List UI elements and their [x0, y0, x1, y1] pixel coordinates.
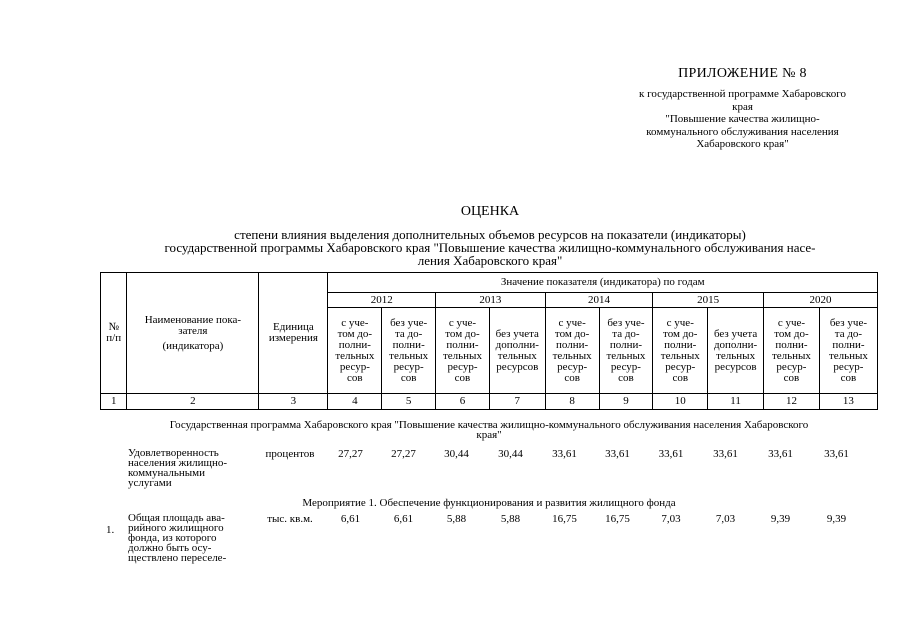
subheader-line: та до-: [834, 327, 863, 340]
subheader-line: с уче-: [777, 316, 806, 329]
indicator-unit: тыс. кв.м.: [267, 513, 313, 525]
subheader-line: тельных: [716, 349, 756, 362]
measure-title: Мероприятие 1. Обеспечение функционирования и развития жилищного фонда: [302, 497, 676, 509]
subheader-line: сов: [347, 371, 363, 384]
subheader-cell: [436, 308, 490, 394]
value-cell: 33,61: [605, 448, 630, 460]
year-header: 2020: [764, 293, 878, 308]
subheader-line: ресур-: [610, 360, 641, 373]
row-number: 1.: [106, 524, 115, 536]
subheader-line: тельных: [335, 349, 375, 362]
column-number: 3: [259, 394, 328, 410]
subheader-line: ресур-: [665, 360, 696, 373]
subheader-line: с уче-: [666, 316, 694, 329]
col-name-header-line: Наименование пока-: [144, 313, 242, 326]
indicator-name-line: ществлено переселе-: [128, 552, 227, 564]
column-number: 2: [127, 394, 259, 410]
indicator-name-line: должно быть осу-: [128, 542, 212, 554]
subheader-line: тельных: [828, 349, 868, 362]
value-cell: 6,61: [340, 513, 361, 525]
subheader-line: полни-: [446, 338, 479, 351]
document-heading: [100, 204, 880, 267]
value-cell: 7,03: [715, 513, 736, 525]
subheader-line: полни-: [775, 338, 808, 351]
subheader-line: тельных: [552, 349, 592, 362]
program-title-line: Государственная программа Хабаровского края "Повышение качества жилищно-коммунального обслуживания населения Хабаровского: [169, 419, 809, 431]
year-header: 2015: [653, 293, 764, 308]
indicator-name-line: фонда, из которого: [128, 532, 217, 544]
subheader-line: без уче-: [390, 316, 428, 329]
heading-line: ления Хабаровского края": [417, 253, 563, 268]
subheader-line: полни-: [832, 338, 865, 351]
subheader-cell: [328, 308, 382, 394]
subheader-line: с уче-: [341, 316, 369, 329]
column-number: 13: [819, 394, 877, 410]
column-number: 6: [436, 394, 490, 410]
subheader-line: тельных: [606, 349, 646, 362]
indicator-name: [128, 513, 251, 563]
subheader-line: ресур-: [393, 360, 424, 373]
value-cell: 16,75: [605, 513, 630, 525]
value-cell: 33,61: [824, 448, 849, 460]
value-cell: 30,44: [444, 448, 469, 460]
col-name-header: [127, 273, 259, 394]
appendix-line: Хабаровского края": [696, 138, 789, 150]
subheader-line: дополни-: [495, 338, 539, 351]
value-cell: 33,61: [658, 448, 684, 460]
subheader-cell: [489, 308, 545, 394]
subheader-cell: [819, 308, 877, 394]
appendix-line: края: [732, 100, 753, 113]
subheader-line: сов: [783, 371, 800, 384]
column-number: 1: [101, 394, 127, 410]
subheader-line: дополни-: [713, 338, 758, 351]
subheader-line: полни-: [609, 338, 643, 351]
subheader-line: ресурсов: [496, 360, 539, 373]
subheader-line: тельных: [497, 349, 537, 362]
col-unit-header-line: измерения: [268, 332, 318, 344]
subheader-line: без учета: [495, 327, 539, 340]
subheader-line: том до-: [445, 327, 480, 340]
subheader-line: тельных: [660, 349, 700, 362]
value-cell: 33,61: [552, 448, 577, 460]
subheader-line: полни-: [664, 338, 697, 351]
indicator-name-line: услугами: [128, 477, 172, 489]
value-cell: 5,88: [500, 513, 521, 525]
value-cell: 9,39: [826, 513, 847, 525]
subheader-line: сов: [454, 371, 471, 384]
indicator-name-line: коммунальными: [128, 467, 205, 479]
subheader-line: тельных: [389, 349, 429, 362]
col-name-header-line: (индикатора): [162, 339, 224, 352]
subheader-line: ресурсов: [714, 360, 757, 373]
appendix-block: [610, 66, 875, 151]
column-number: 4: [328, 394, 382, 410]
subheader-line: сов: [840, 371, 857, 384]
column-number: 11: [708, 394, 764, 410]
value-cell: 27,27: [391, 448, 416, 460]
subheader-cell: [653, 308, 708, 394]
year-header: 2012: [328, 293, 436, 308]
subheader-cell: [382, 308, 436, 394]
indicator-name-line: Общая площадь ава-: [128, 512, 225, 524]
heading-line: государственной программы Хабаровского края "Повышение качества жилищно-коммунального обслуживания насе-: [164, 240, 816, 255]
subheader-line: с уче-: [448, 316, 477, 329]
value-cell: 33,61: [713, 448, 738, 460]
subheader-cell: [545, 308, 599, 394]
value-cell: 16,75: [552, 513, 577, 525]
heading-title: ОЦЕНКА: [460, 204, 520, 219]
subheader-line: без уче-: [829, 316, 867, 329]
subheader-line: ресур-: [776, 360, 807, 373]
col-name-header-line: зателя: [178, 324, 208, 337]
subheader-line: полни-: [338, 338, 371, 351]
year-header: 2014: [545, 293, 653, 308]
year-header: 2013: [436, 293, 546, 308]
subheader-line: сов: [672, 371, 689, 384]
subheader-line: полни-: [392, 338, 425, 351]
col-num-header-line: п/п: [106, 332, 122, 344]
appendix-line: коммунального обслуживания населения: [646, 125, 839, 138]
col-unit-header: [259, 273, 328, 394]
subheader-cell: [764, 308, 820, 394]
appendix-title: ПРИЛОЖЕНИЕ № 8: [678, 66, 807, 81]
subheader-cell: [708, 308, 764, 394]
subheader-line: без уче-: [607, 316, 645, 329]
subheader-line: сов: [618, 371, 634, 384]
value-cell: 6,61: [393, 513, 414, 525]
heading-line: степени влияния выделения дополнительных объемов ресурсов на показатели (индикаторы): [234, 227, 746, 242]
indicator-name-line: Удовлетворенность: [128, 447, 219, 459]
col-num-header: [101, 273, 127, 394]
subheader-line: с уче-: [558, 316, 586, 329]
subheader-line: том до-: [554, 327, 590, 340]
column-number: 9: [599, 394, 653, 410]
indicator-unit: процентов: [265, 448, 315, 460]
value-cell: 30,44: [498, 448, 523, 460]
subheader-line: том до-: [337, 327, 373, 340]
indicator-name-line: населения жилищно-: [128, 457, 228, 469]
value-cell: 9,39: [770, 513, 791, 525]
indicator-name: [128, 448, 251, 488]
col-unit-header-line: Единица: [273, 321, 314, 333]
subheader-line: полни-: [556, 338, 589, 351]
column-number: 8: [545, 394, 599, 410]
subheader-line: тельных: [442, 349, 482, 362]
value-cell: 33,61: [768, 448, 793, 460]
col-num-header-line: №: [108, 321, 119, 333]
value-cell: 27,27: [338, 448, 363, 460]
subheader-line: тельных: [771, 349, 811, 362]
column-number: 12: [764, 394, 820, 410]
subheader-line: том до-: [663, 327, 698, 340]
subheader-line: сов: [400, 371, 417, 384]
subheader-line: сов: [564, 371, 580, 384]
indicator-name-line: рийного жилищного: [128, 522, 224, 534]
subheader-line: ресур-: [557, 360, 588, 373]
subheader-line: том до-: [774, 327, 809, 340]
subheader-line: та до-: [394, 327, 423, 340]
appendix-line: "Повышение качества жилищно-: [665, 113, 820, 125]
program-title-line: края": [476, 429, 502, 441]
subheader-line: ресур-: [833, 360, 864, 373]
subheader-line: та до-: [612, 327, 640, 340]
appendix-line: к государственной программе Хабаровского: [639, 88, 846, 100]
subheader-cell: [599, 308, 653, 394]
indicator-table-header: [100, 272, 878, 410]
column-number: 5: [382, 394, 436, 410]
subheader-line: ресур-: [339, 360, 370, 373]
column-number: 10: [653, 394, 708, 410]
program-title: [100, 420, 878, 440]
column-number: 7: [489, 394, 545, 410]
subheader-line: ресур-: [447, 360, 478, 373]
value-cell: 7,03: [661, 513, 681, 525]
value-cell: 5,88: [446, 513, 467, 525]
col-value-header: Значение показателя (индикатора) по годам: [328, 273, 878, 293]
subheader-line: без учета: [713, 327, 758, 340]
